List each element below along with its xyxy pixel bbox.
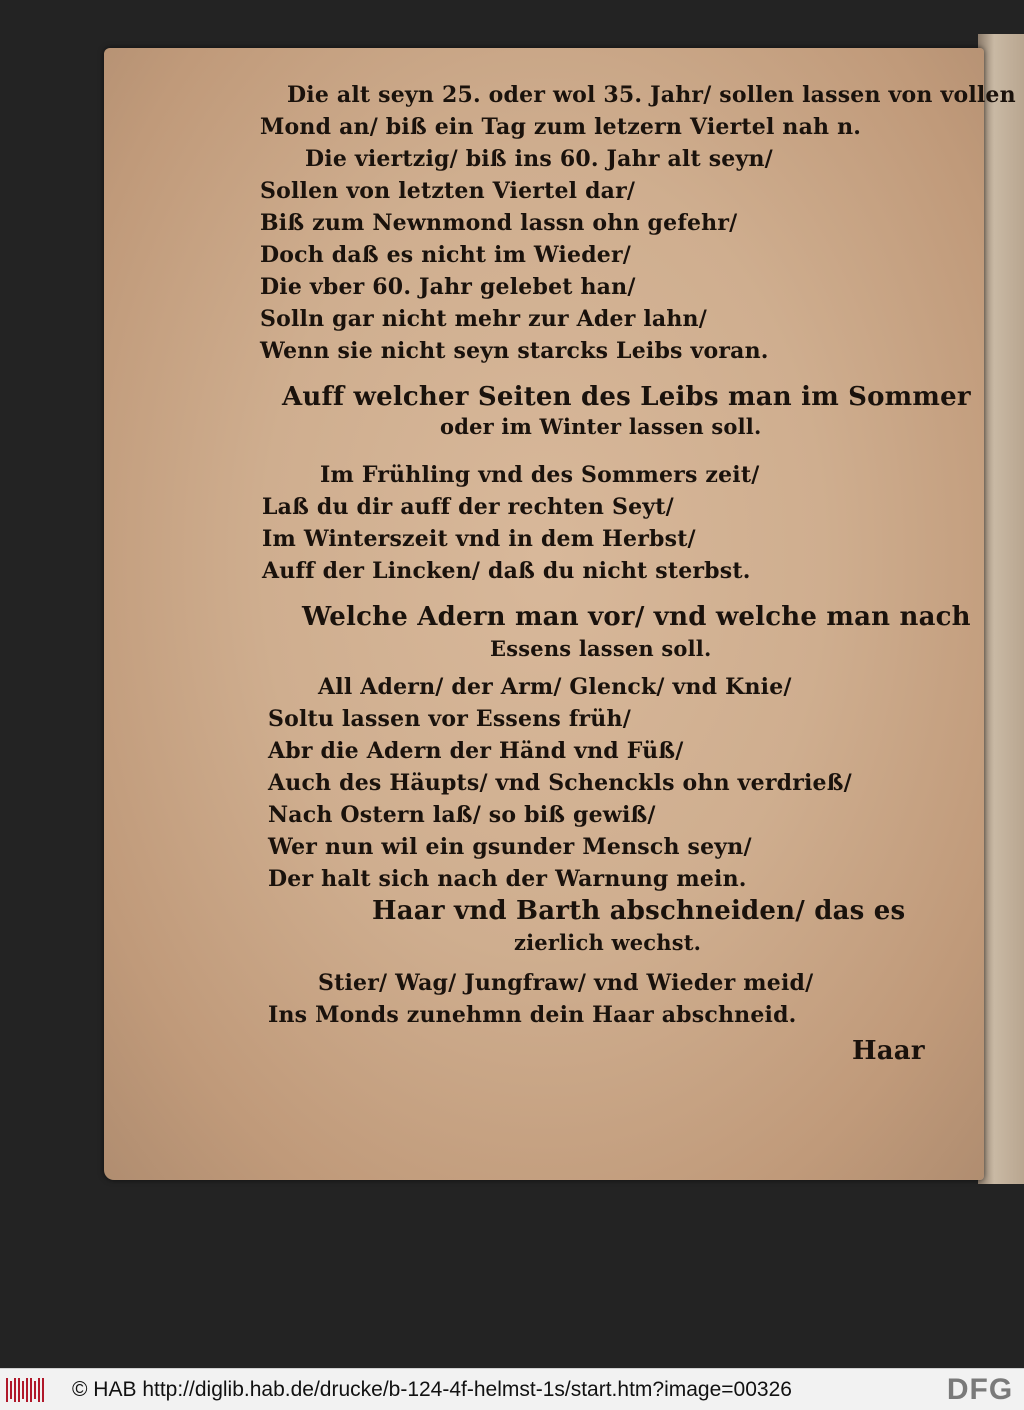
- section-heading: Welche Adern man vor/ vnd welche man nach: [302, 602, 971, 632]
- verse-line: Der halt sich nach der Warnung mein.: [268, 866, 747, 892]
- verse-line: Wer nun wil ein gsunder Mensch seyn/: [268, 834, 752, 860]
- section-subheading: oder im Winter lassen soll.: [440, 414, 762, 439]
- verse-line: Im Frühling vnd des Sommers zeit/: [320, 462, 760, 488]
- catchword: Haar: [852, 1036, 925, 1066]
- section-subheading: Essens lassen soll.: [490, 636, 712, 661]
- text-line: Sollen von letzten Viertel dar/: [260, 178, 636, 204]
- verse-line: Nach Ostern laß/ so biß gewiß/: [268, 802, 656, 828]
- source-link-text[interactable]: © HAB http://diglib.hab.de/drucke/b-124-4f-helmst-1s/start.htm?image=00326: [72, 1377, 792, 1401]
- verse-line: Auch des Häupts/ vnd Schenckls ohn verdrieß/: [268, 770, 852, 796]
- verse-line: Im Winterszeit vnd in dem Herbst/: [262, 526, 696, 552]
- text-line: Die viertzig/ biß ins 60. Jahr alt seyn/: [305, 146, 773, 172]
- verse-line: Laß du dir auff der rechten Seyt/: [262, 494, 674, 520]
- source-link[interactable]: [72, 1378, 936, 1402]
- verse-line: Auff der Lincken/ daß du nicht sterbst.: [262, 558, 751, 584]
- verse-line: Ins Monds zunehmn dein Haar abschneid.: [268, 1002, 797, 1028]
- text-line: Die vber 60. Jahr gelebet han/: [260, 274, 636, 300]
- text-line: Mond an/ biß ein Tag zum letzern Viertel nah n.: [260, 114, 862, 140]
- text-line: Biß zum Newnmond lassn ohn gefehr/: [260, 210, 738, 236]
- verse-line: Stier/ Wag/ Jungfraw/ vnd Wieder meid/: [318, 970, 814, 996]
- section-heading: Auff welcher Seiten des Leibs man im Sommer: [282, 382, 971, 412]
- text-line: Doch daß es nicht im Wieder/: [260, 242, 631, 268]
- text-line: Solln gar nicht mehr zur Ader lahn/: [260, 306, 707, 332]
- section-heading: Haar vnd Barth abschneiden/ das es: [372, 896, 906, 926]
- verse-line: Soltu lassen vor Essens früh/: [268, 706, 631, 732]
- adjacent-page-edge: [978, 34, 1024, 1184]
- text-line: Die alt seyn 25. oder wol 35. Jahr/ sollen lassen von vollen: [287, 82, 1016, 108]
- verse-line: Abr die Adern der Händ vnd Füß/: [268, 738, 684, 764]
- text-line: Wenn sie nicht seyn starcks Leibs voran.: [260, 338, 769, 364]
- dfg-logo: DFG: [946, 1372, 1014, 1406]
- viewer-footer: [0, 1368, 1024, 1410]
- section-subheading: zierlich wechst.: [514, 930, 702, 955]
- verse-line: All Adern/ der Arm/ Glenck/ vnd Knie/: [318, 674, 792, 700]
- library-barcode-icon: [6, 1377, 46, 1403]
